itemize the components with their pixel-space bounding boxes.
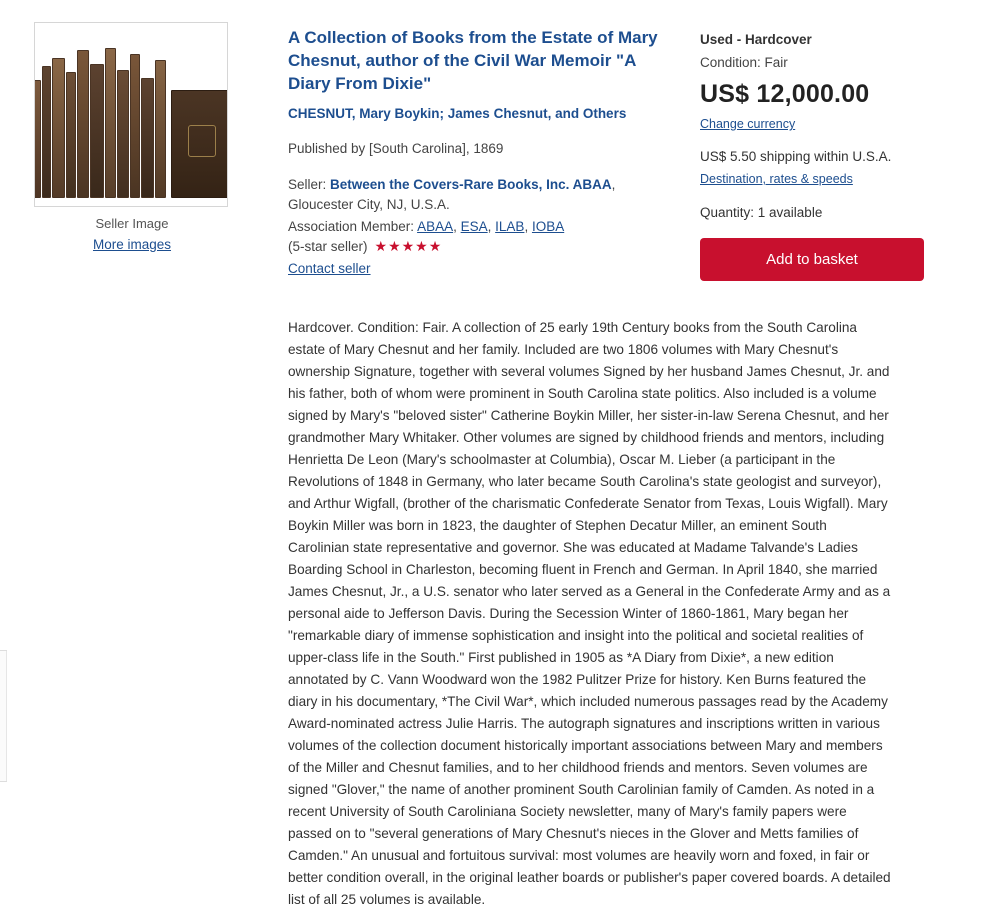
listing-author[interactable]: CHESNUT, Mary Boykin; James Chesnut, and Others xyxy=(288,106,627,122)
seller-name-comma: , xyxy=(611,176,616,192)
association-link-ioba[interactable]: IOBA xyxy=(531,219,565,235)
seller-rating xyxy=(288,238,680,255)
association-link-ilab[interactable]: ILAB xyxy=(495,219,525,235)
association-row: Association Member: ABAA, ESA, ILAB, IOBA xyxy=(288,219,565,235)
antique-books-photo-icon xyxy=(34,48,228,206)
listing-details-column xyxy=(230,22,700,278)
listing-description: Hardcover. Condition: Fair. A collection of 25 early 19th Century books from the South Carolina estate of Mary Chesnut and her family. Included are two 1806 volumes with Mary Chesnut's ownership Signature, together with several volumes Signed by her husband James Chesnut, Jr. and his father, both of whom were prominent in South Carolina state politics. Also included is a volume signed by Mary's "beloved sister" Catherine Boykin Miller, her sister-in-law Serena Chesnut, and her grandmother Mary Whitaker. Other volumes are signed by childhood friends and mentors, including Henrietta De Leon (Mary's schoolmaster at Columbia), Oscar M. Lieber (a participant in the Revolutions of 1848 in Germany, who later became South Carolina's state geologist and surveyor), and Arthur Wigfall, (brother of the charismatic Confederate Senator from Texas, Louis Wigfall). Mary Boykin Miller was born in 1823, the daughter of Stephen Decatur Miller, an eminent South Carolinian state representative and governor. She was educated at Madame Talvande's Ladies Boarding School in Charleston, becoming fluent in French and German. In April 1840, she married James Chesnut, Jr., a U.S. senator who later served as a General in the Confederate Army and as a personal aide to Jefferson Davis. During the Secession Winter of 1860-1861, Mary began her "remarkable diary of immense sophistication and insight into the political and societal realities of upper-class life in the South." First published in 1905 as *A Diary from Dixie*, a new edition annotated by C. Vann Woodward won the 1982 Pulitzer Prize for history. Ken Burns featured the diary in his documentary, *The Civil War*, which included numerous passages read by the Academy Award-nominated actress Julie Harris. The autograph signatures and inscriptions written in various volumes of the collection document historically important associations between Mary and members of the Miller and Chesnut families, and to her childhood friends and mentors. Seven volumes are signed "Glover," the name of another prominent South Carolinian family of Camden. As noted in a recent University of South Caroliniana Society newsletter, many of Mary's family papers were passed on to "several generations of Mary Chesnut's nieces in the Glover and Metts families of Camden." An unusual and fortuitous survival: most volumes are heavily worn and foxed, in fair or better condition overall, in the original leather boards or publisher's paper covered boards. A detailed list of all 25 volumes is available. xyxy=(288,320,891,908)
seller-location: Gloucester City, NJ, U.S.A. xyxy=(288,196,450,212)
seller-rating-text: (5-star seller) xyxy=(288,239,368,255)
purchase-panel xyxy=(700,22,950,281)
listing-top-section xyxy=(30,22,969,281)
association-link-esa[interactable]: ESA xyxy=(460,219,488,235)
price-value: US$ 12,000.00 xyxy=(700,80,870,108)
shipping-text: US$ 5.50 shipping within U.S.A. xyxy=(700,149,892,164)
more-images-link[interactable]: More images xyxy=(92,237,172,252)
listing-image-column xyxy=(30,22,230,252)
quantity-text: Quantity: 1 available xyxy=(700,205,823,220)
seller-label: Seller: xyxy=(288,176,327,192)
seller-image[interactable] xyxy=(34,22,228,207)
association-label: Association Member: xyxy=(288,219,415,235)
change-currency-link[interactable]: Change currency xyxy=(700,117,796,131)
seller-row xyxy=(288,175,680,216)
add-to-basket-button[interactable]: Add to basket xyxy=(700,238,924,281)
seller-name-link[interactable]: Between the Covers-Rare Books, Inc. ABAA xyxy=(330,176,612,192)
listing-title[interactable]: A Collection of Books from the Estate of Mary Chesnut, author of the Civil War Memoir "A Diary From Dixie" xyxy=(288,28,658,94)
binding-type: Used - Hardcover xyxy=(700,32,812,47)
seller-image-caption: Seller Image xyxy=(95,216,169,231)
listing-published: Published by [South Carolina], 1869 xyxy=(288,140,504,156)
contact-seller-link[interactable]: Contact seller xyxy=(288,261,371,277)
condition-text: Condition: Fair xyxy=(700,55,788,70)
star-rating-icon: ★★★★★ xyxy=(374,238,443,255)
association-link-abaa[interactable]: ABAA xyxy=(417,219,454,235)
destination-rates-link[interactable]: Destination, rates & speeds xyxy=(700,172,853,186)
